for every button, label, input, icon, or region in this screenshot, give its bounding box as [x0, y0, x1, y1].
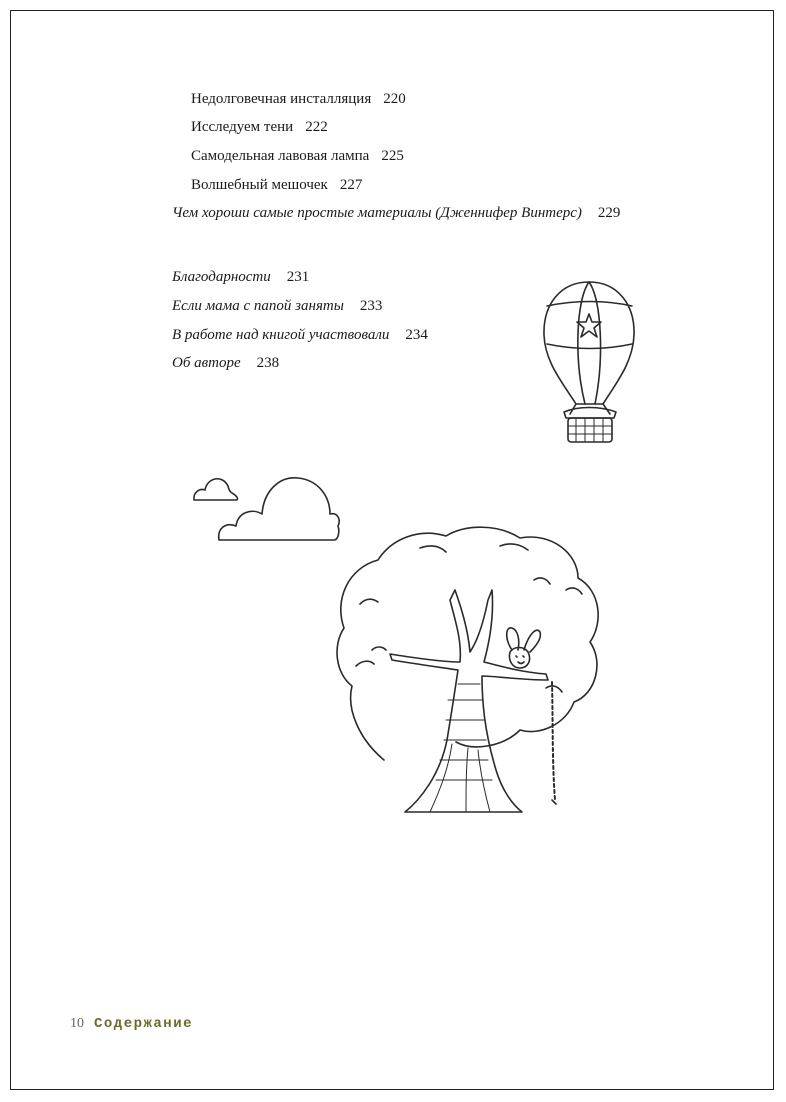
toc-entry-title: Исследуем тени — [191, 119, 294, 135]
toc-entry-page: 225 — [381, 148, 404, 164]
toc-entry-title: Если мама с папой заняты — [172, 298, 344, 314]
toc-entry-title: Чем хороши самые простые материалы (Дженнифер Винтерс) — [172, 205, 582, 221]
toc-entry-title: Благодарности — [172, 269, 271, 285]
toc-entry-page: 220 — [383, 91, 406, 107]
section-title: Содержание — [94, 1016, 194, 1032]
page-number: 10 — [70, 1016, 84, 1031]
tree-with-bunny-icon — [337, 527, 598, 812]
toc-entry-page: 234 — [405, 327, 428, 343]
toc-entry-page: 222 — [305, 119, 328, 135]
toc-entry-page: 231 — [286, 269, 310, 285]
hot-air-balloon-icon — [544, 282, 634, 442]
toc-entry-page: 238 — [256, 355, 280, 371]
toc-entry-title: Об авторе — [172, 355, 241, 371]
toc-entry-page: 229 — [597, 205, 621, 221]
toc-entry-title: Недолговечная инсталляция — [191, 91, 372, 107]
toc-entry-title: Волшебный мешочек — [191, 177, 328, 193]
toc-entry-page: 233 — [359, 298, 383, 314]
toc-entry-title: Самодельная лавовая лампа — [191, 148, 370, 164]
clouds-icon — [194, 478, 339, 540]
toc-entry-title: В работе над книгой участвовали — [172, 327, 390, 343]
page-footer — [70, 1016, 193, 1032]
toc-entry-page: 227 — [339, 177, 363, 193]
